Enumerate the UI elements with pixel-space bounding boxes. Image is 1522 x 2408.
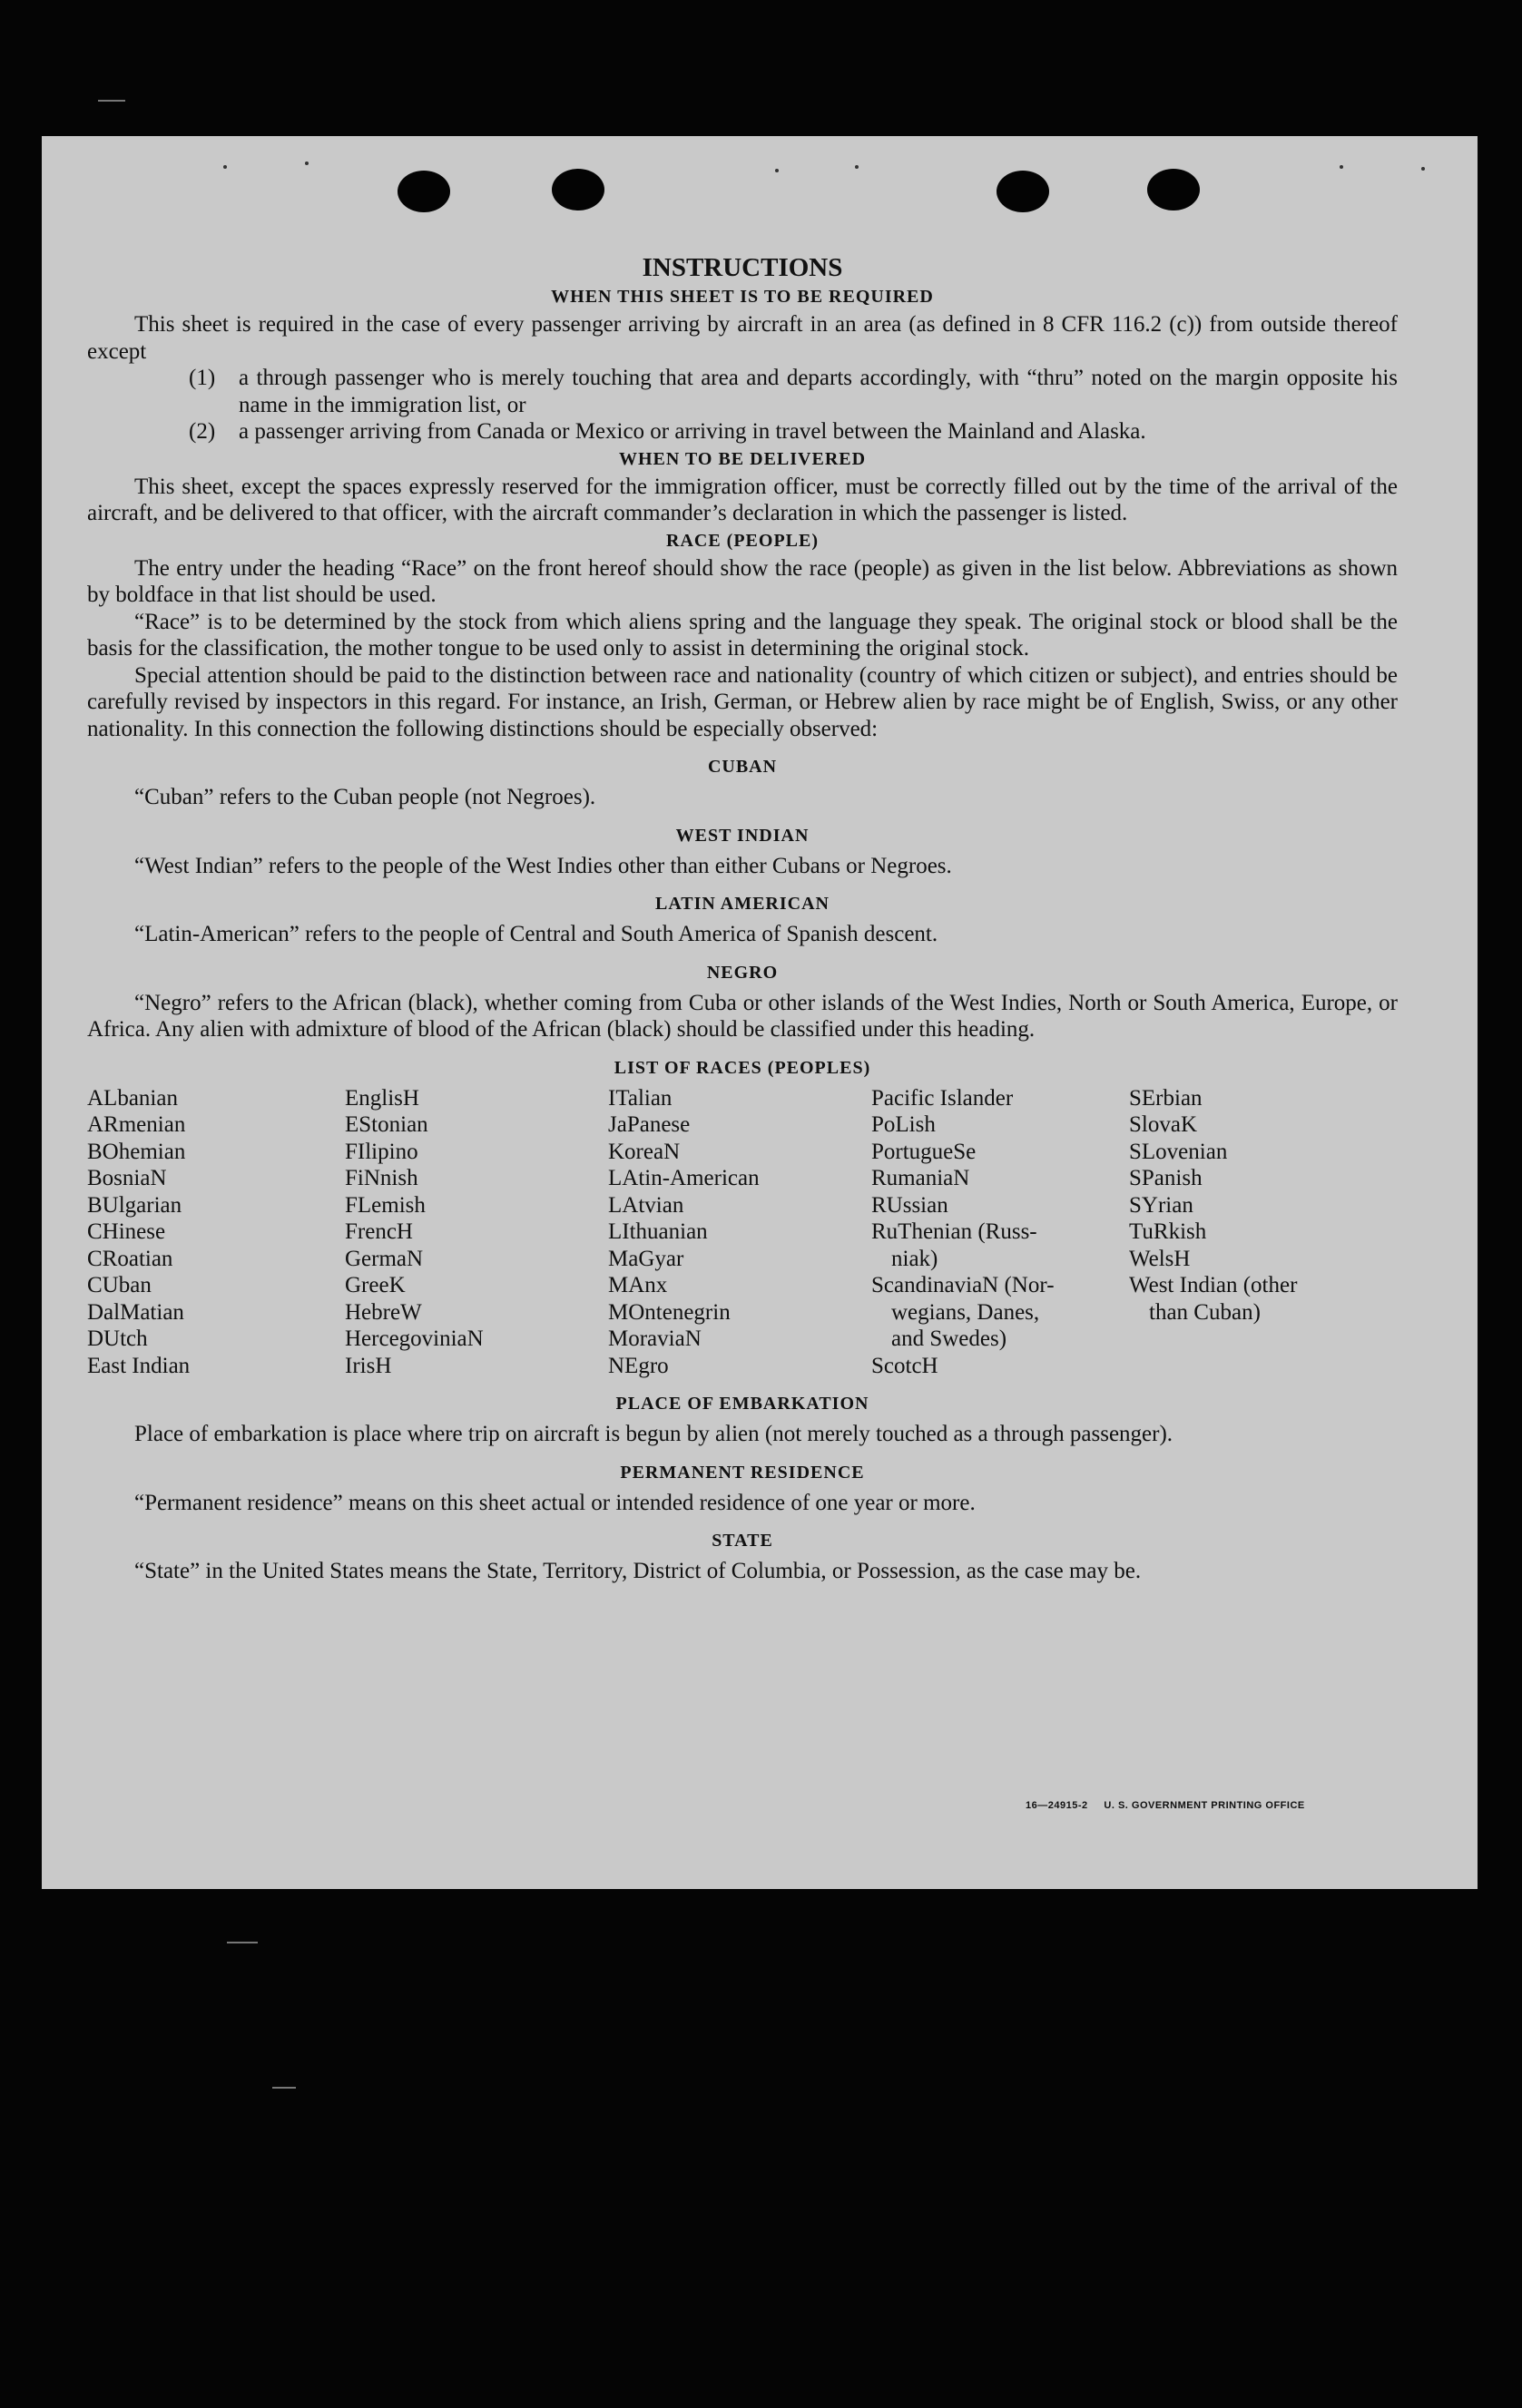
race-entry: GreeK — [345, 1273, 406, 1297]
race-entry: FrencH — [345, 1219, 413, 1244]
race-entry: MoraviaN — [608, 1326, 702, 1351]
heading-residence: PERMANENT RESIDENCE — [620, 1462, 865, 1483]
race-entry: MOntenegrin — [608, 1299, 731, 1325]
race-entry: LAtin-American — [608, 1166, 760, 1190]
race-entry: SPanish — [1129, 1166, 1203, 1190]
races-column — [871, 1085, 1129, 1380]
race-entry: DUtch — [87, 1326, 148, 1351]
exception-number: (2) — [189, 419, 216, 444]
race-entry: MaGyar — [608, 1246, 684, 1271]
race-entry: FLemish — [345, 1192, 426, 1218]
race-entry: BosniaN — [87, 1166, 167, 1190]
race-entry: DalMatian — [87, 1299, 184, 1325]
exception-number: (1) — [189, 366, 216, 390]
scan-mark — [98, 100, 125, 102]
race-entry: IrisH — [345, 1353, 392, 1378]
race-entry-continued: wegians, Danes, — [891, 1299, 1040, 1325]
speck — [775, 169, 779, 172]
races-column — [608, 1085, 871, 1380]
race-entry: SlovaK — [1129, 1112, 1197, 1137]
race-entry: NEgro — [608, 1353, 669, 1378]
race-entry: RUssian — [871, 1192, 948, 1218]
punch-hole — [1147, 169, 1200, 210]
race-entry: Pacific Islander — [871, 1085, 1014, 1111]
race-entry: East Indian — [87, 1353, 191, 1378]
race-entry: SYrian — [1129, 1192, 1193, 1218]
race-entry: TuRkish — [1129, 1219, 1207, 1244]
races-column — [87, 1085, 345, 1380]
race-paragraph: Special attention should be paid to the distinction between race and nationality (country of which citizen or subject), and entries should be carefully revised by inspectors in this regard. For instance, an Irish, German, or Hebrew alien by race might be of English, Swiss, or any other nationality. In this connection the following distinctions should be especially observed: — [87, 662, 1398, 741]
cuban-text: “Cuban” refers to the Cuban people (not Negroes). — [134, 785, 596, 809]
race-entry: FIlipino — [345, 1139, 418, 1164]
instruction-sheet — [42, 136, 1478, 1889]
speck — [1421, 167, 1425, 171]
race-entry: KoreaN — [608, 1139, 681, 1164]
race-entry: PortugueSe — [871, 1139, 977, 1164]
race-entry: WelsH — [1129, 1246, 1191, 1271]
speck — [855, 165, 859, 169]
form-code: 16—24915-2 — [1026, 1800, 1088, 1811]
heading-cuban: CUBAN — [707, 757, 778, 777]
heading-latin-american: LATIN AMERICAN — [655, 894, 830, 914]
race-entry: RumaniaN — [871, 1166, 970, 1190]
embarkation-text: Place of embarkation is place where trip on aircraft is begun by alien (not merely touched as a through passenger). — [134, 1422, 1173, 1446]
punch-hole — [997, 171, 1049, 212]
when-required-intro: This sheet is required in the case of every passenger arriving by aircraft in an area (as defined in 8 CFR 116.2 (c)) from outside thereof except — [87, 312, 1398, 364]
punch-hole — [398, 171, 450, 212]
race-entry: RuThenian (Russ- — [871, 1219, 1037, 1244]
race-entry: ScandinaviaN (Nor- — [871, 1273, 1055, 1297]
west-indian-text: “West Indian” refers to the people of the West Indies other than either Cubans or Negroes. — [134, 853, 952, 878]
race-entry: MAnx — [608, 1273, 668, 1297]
heading-races-list: LIST OF RACES (PEOPLES) — [614, 1057, 871, 1078]
race-paragraph: The entry under the heading “Race” on the front hereof should show the race (people) as given in the list below. Abbreviations as shown by boldface in that list should be used. — [87, 555, 1398, 607]
race-entry: SErbian — [1129, 1085, 1203, 1111]
printer-imprint: U. S. GOVERNMENT PRINTING OFFICE — [1104, 1800, 1305, 1811]
punch-hole — [552, 169, 604, 210]
scan-mark — [272, 2087, 296, 2089]
heading-race: RACE (PEOPLE) — [666, 530, 819, 551]
race-entry: CUban — [87, 1273, 152, 1297]
race-entry: HebreW — [345, 1299, 422, 1325]
heading-west-indian: WEST INDIAN — [675, 825, 810, 846]
race-entry: SLovenian — [1129, 1139, 1228, 1164]
race-paragraph: “Race” is to be determined by the stock from which aliens spring and the language they speak. The original stock or blood shall be the basis for the classification, the mother tongue to be used only to assist in determining the original stock. — [87, 609, 1398, 661]
residence-text: “Permanent residence” means on this sheet actual or intended residence of one year or more. — [134, 1490, 976, 1515]
negro-text: “Negro” refers to the African (black), whether coming from Cuba or other islands of the West Indies, North or South America, Europe, or Africa. Any alien with admixture of blood of the African (black) should be classified under this heading. — [87, 990, 1398, 1042]
races-column — [1129, 1085, 1365, 1380]
race-entry: CRoatian — [87, 1246, 173, 1271]
speck — [1340, 165, 1343, 169]
race-entry: BUlgarian — [87, 1192, 182, 1218]
heading-embarkation: PLACE OF EMBARKATION — [615, 1394, 869, 1414]
race-entry: HercegoviniaN — [345, 1326, 484, 1351]
exception-item — [189, 365, 1398, 418]
heading-negro: NEGRO — [706, 962, 779, 983]
race-entry: ITalian — [608, 1085, 673, 1111]
instructions-body — [87, 252, 1398, 1585]
race-entry: GermaN — [345, 1246, 424, 1271]
heading-when-delivered: WHEN TO BE DELIVERED — [618, 448, 867, 469]
race-entry: ALbanian — [87, 1085, 178, 1111]
race-entry-continued: and Swedes) — [891, 1326, 1007, 1351]
race-entry: CHinese — [87, 1219, 166, 1244]
race-entry: ScotcH — [871, 1353, 938, 1378]
exception-item — [189, 418, 1398, 445]
races-list — [87, 1085, 1398, 1380]
heading-when-required: WHEN THIS SHEET IS TO BE REQUIRED — [551, 287, 934, 307]
race-entry: FiNnish — [345, 1166, 418, 1190]
race-entry-continued: niak) — [891, 1246, 938, 1271]
latin-american-text: “Latin-American” refers to the people of Central and South America of Spanish descent. — [134, 922, 938, 946]
exception-text: a through passenger who is merely touching that area and departs accordingly, with “thru” noted on the margin opposite his name in the immigration list, or — [239, 366, 1398, 417]
race-entry: PoLish — [871, 1112, 936, 1137]
race-entry: EStonian — [345, 1112, 428, 1137]
state-text: “State” in the United States means the State, Territory, District of Columbia, or Possession, as the case may be. — [134, 1559, 1142, 1583]
race-entry: EnglisH — [345, 1085, 419, 1111]
race-entry-continued: than Cuban) — [1149, 1299, 1261, 1325]
race-entry: LIthuanian — [608, 1219, 708, 1244]
speck — [305, 162, 309, 165]
race-entry: BOhemian — [87, 1139, 186, 1164]
race-entry: JaPanese — [608, 1112, 691, 1137]
heading-state: STATE — [712, 1531, 773, 1551]
printing-footer — [1026, 1800, 1305, 1811]
race-entry: West Indian (other — [1129, 1273, 1298, 1297]
races-column — [345, 1085, 608, 1380]
speck — [223, 165, 227, 169]
page-title: INSTRUCTIONS — [642, 253, 843, 282]
when-delivered-text: This sheet, except the spaces expressly reserved for the immigration officer, must be correctly filled out by the time of the arrival of the aircraft, and be delivered to that officer, with the aircraft commander’s declaration in which the passenger is listed. — [87, 474, 1398, 525]
race-entry: LAtvian — [608, 1192, 684, 1218]
exception-text: a passenger arriving from Canada or Mexico or arriving in travel between the Mainland and Alaska. — [239, 419, 1146, 444]
race-entry: ARmenian — [87, 1112, 186, 1137]
scan-mark — [227, 1942, 258, 1943]
